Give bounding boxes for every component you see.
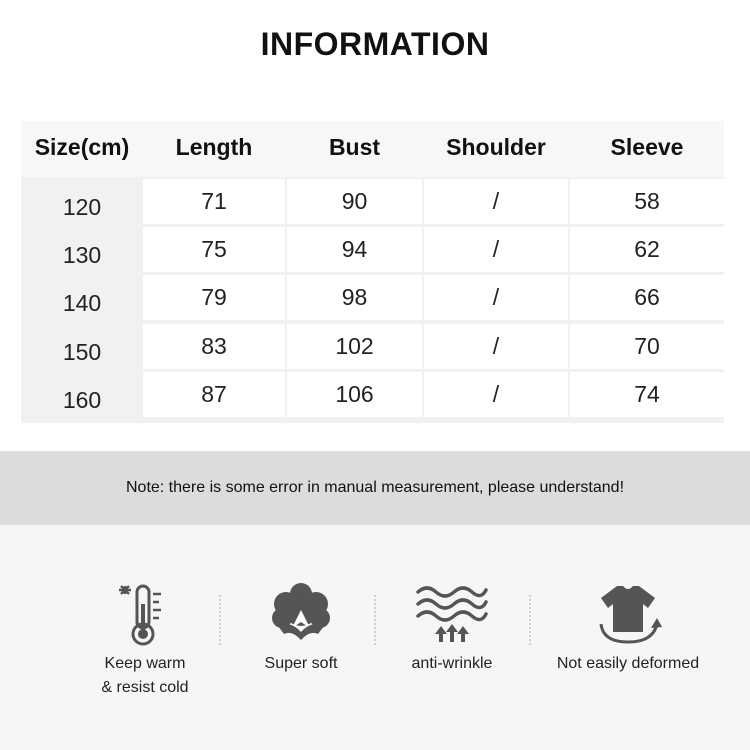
header-size: Size(cm) (34, 134, 130, 160)
size-cell: 120 (62, 194, 102, 220)
table-row (143, 324, 724, 369)
sleeve-cell: 62 (570, 227, 724, 272)
length-cell: 83 (143, 324, 285, 369)
sleeve-cell: 58 (570, 179, 724, 224)
length-cell: 87 (143, 372, 285, 417)
feature-divider (374, 595, 376, 645)
tshirt-rotate-icon (593, 580, 663, 650)
length-cell: 75 (143, 227, 285, 272)
length-cell: 71 (143, 179, 285, 224)
waves-arrows-icon (414, 580, 490, 650)
size-cell: 130 (62, 242, 102, 268)
bust-cell: 98 (287, 275, 422, 320)
bust-cell: 106 (287, 372, 422, 417)
page-title: INFORMATION (260, 26, 490, 62)
shoulder-cell: / (424, 275, 568, 320)
feature-label: anti-wrinkle (411, 655, 493, 672)
note-band (0, 451, 750, 525)
shoulder-cell: / (424, 372, 568, 417)
feature-label: Not easily deformed (556, 655, 700, 672)
cotton-flower-icon (268, 580, 334, 650)
header-bust: Bust (328, 134, 381, 160)
table-row (143, 275, 724, 320)
feature-super-soft (236, 525, 366, 676)
feature-divider (219, 595, 221, 645)
thermometer-icon (115, 580, 175, 650)
feature-anti-wrinkle (392, 525, 512, 676)
length-cell: 79 (143, 275, 285, 320)
shoulder-cell: / (424, 179, 568, 224)
shoulder-cell: / (424, 227, 568, 272)
feature-label-line2: & resist cold (101, 679, 189, 696)
feature-not-deformed (540, 525, 716, 676)
feature-label: Super soft (264, 655, 338, 672)
size-cell: 140 (62, 290, 102, 316)
bust-cell: 102 (287, 324, 422, 369)
size-table (21, 121, 724, 423)
features-section (0, 525, 750, 750)
feature-divider (529, 595, 531, 645)
sleeve-cell: 66 (570, 275, 724, 320)
sleeve-cell: 74 (570, 372, 724, 417)
table-row (143, 372, 724, 417)
bust-cell: 90 (287, 179, 422, 224)
feature-label: Keep warm (104, 655, 186, 672)
header-shoulder: Shoulder (446, 134, 546, 160)
table-body (143, 177, 724, 423)
table-row (143, 227, 724, 272)
size-cell: 160 (62, 387, 102, 413)
shoulder-cell: / (424, 324, 568, 369)
feature-keep-warm (78, 525, 212, 700)
table-row (143, 179, 724, 224)
header-sleeve: Sleeve (610, 134, 684, 160)
size-cell: 150 (62, 339, 102, 365)
sleeve-cell: 70 (570, 324, 724, 369)
bust-cell: 94 (287, 227, 422, 272)
header-length: Length (175, 134, 253, 160)
size-column (21, 177, 143, 423)
measurement-note: Note: there is some error in manual measurement, please understand! (125, 479, 625, 496)
table-header (21, 121, 724, 177)
